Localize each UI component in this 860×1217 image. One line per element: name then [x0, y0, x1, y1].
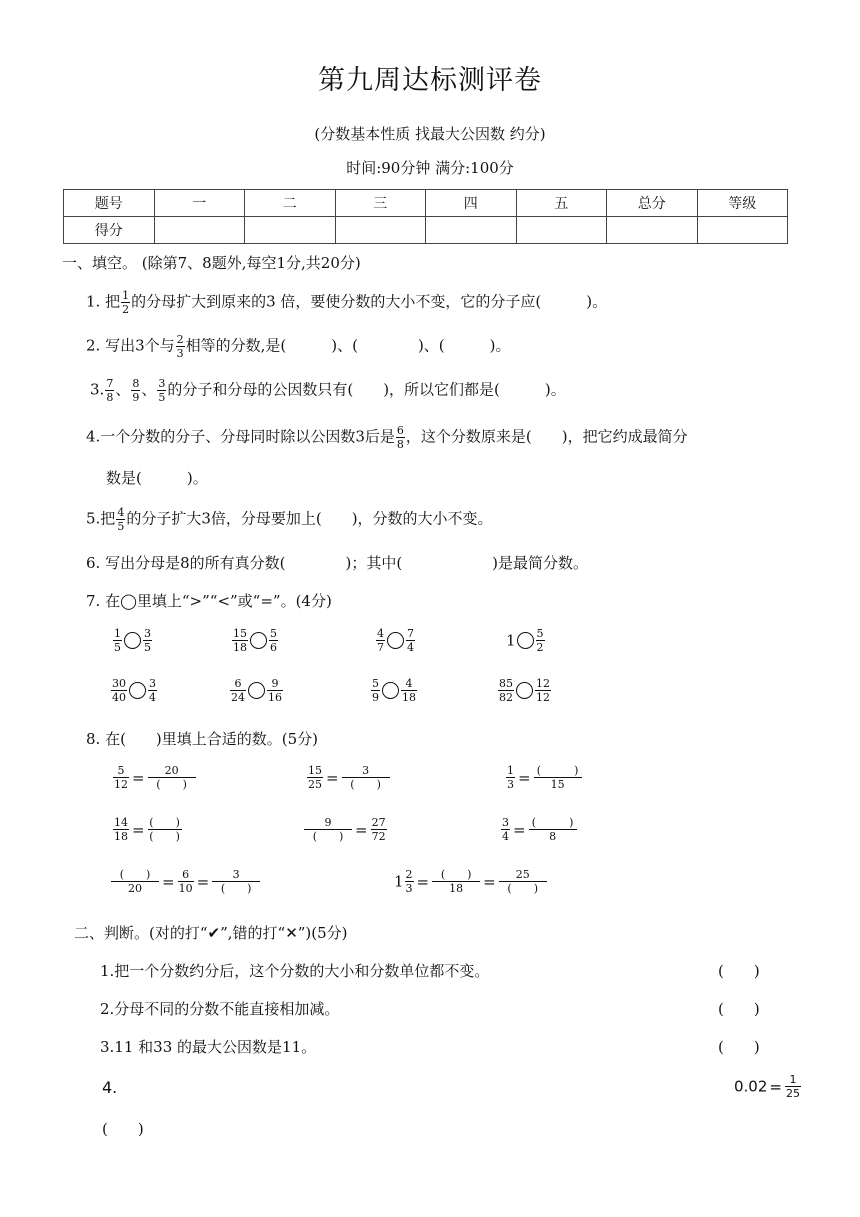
denominator: 6	[270, 641, 277, 654]
numerator: 85	[499, 677, 513, 690]
compare-item	[497, 678, 552, 703]
page-subtitle: (分数基本性质 找最大公因数 约分)	[314, 125, 546, 143]
judge-answer-blank[interactable]: ( )	[718, 962, 760, 980]
q3-sep: 、	[141, 380, 157, 399]
denominator: 15	[534, 777, 582, 790]
q2-post: 相等的分数,是( )、( )、( )。	[185, 336, 511, 355]
equation-item	[306, 765, 391, 790]
denominator: 16	[268, 691, 282, 704]
numerator: 2	[405, 868, 413, 881]
equals-sign: =	[196, 872, 210, 891]
numerator: 6	[234, 677, 242, 690]
denominator: 2	[122, 303, 130, 316]
fraction	[406, 628, 415, 653]
fraction	[178, 869, 194, 894]
q5	[86, 507, 493, 532]
fraction	[529, 817, 577, 842]
fraction	[230, 678, 246, 703]
fraction	[148, 817, 182, 842]
score-input-cell[interactable]	[516, 217, 607, 244]
score-table-cell: 二	[245, 190, 336, 217]
q4-post: ，这个分数原来是( )，把它约成最简分	[405, 427, 688, 446]
fraction	[113, 628, 122, 653]
denominator: 72	[371, 830, 386, 843]
fraction	[536, 628, 545, 653]
q6: 6. 写出分母是8的所有真分数( )；其中( )是最简分数。	[86, 554, 589, 572]
score-table-cell: 总分	[607, 190, 698, 217]
whole-number: 1	[506, 631, 516, 650]
equation-item	[110, 869, 261, 894]
compare-circle[interactable]	[387, 632, 404, 649]
fraction	[785, 1074, 801, 1099]
q4	[86, 425, 688, 450]
fraction	[148, 765, 196, 790]
denominator: 25	[308, 778, 322, 791]
fraction	[376, 628, 385, 653]
numerator: 1	[114, 627, 121, 640]
equals-sign: =	[132, 768, 145, 787]
numerator: 3	[502, 816, 509, 829]
compare-item	[112, 628, 153, 653]
page-title: 第九周达标测评卷	[318, 65, 542, 96]
numerator: 5	[117, 764, 125, 777]
denominator: 18	[114, 830, 128, 843]
fraction	[498, 678, 514, 703]
numerator: 5	[536, 627, 544, 640]
score-table-cell: 三	[335, 190, 426, 217]
equation-item	[394, 869, 548, 894]
q1	[86, 290, 607, 315]
fraction	[113, 817, 129, 842]
fraction	[342, 765, 390, 790]
fraction	[116, 507, 125, 532]
fraction	[307, 765, 323, 790]
compare-item	[229, 678, 284, 703]
denominator: 3	[507, 778, 514, 791]
q1-post: 的分母扩大到原来的3 倍，要使分数的大小不变，它的分子应( )。	[131, 292, 608, 311]
score-table-cell: 得分	[64, 217, 155, 244]
denominator: 9	[372, 691, 379, 704]
denominator-blank[interactable]: ( )	[212, 881, 260, 894]
numerator: 1	[789, 1073, 797, 1086]
q4-line2: 数是( )。	[106, 469, 208, 487]
equation-item	[112, 765, 197, 790]
fraction	[157, 378, 166, 403]
fraction	[405, 869, 414, 894]
numerator-blank[interactable]: ( )	[536, 764, 579, 777]
numerator: 4	[405, 677, 413, 690]
denominator-blank[interactable]: ( )	[499, 881, 547, 894]
numerator-blank[interactable]: ( )	[119, 868, 151, 881]
denominator: 8	[396, 438, 404, 451]
score-input-cell[interactable]	[154, 217, 245, 244]
equals-sign: =	[513, 820, 526, 839]
fraction	[113, 765, 129, 790]
judge-item-text: 1.把一个分数约分后，这个分数的大小和分数单位都不变。	[100, 962, 490, 980]
equals-sign: =	[132, 820, 145, 839]
equation-item	[303, 817, 388, 842]
numerator: 7	[106, 377, 114, 390]
q7-text: 7. 在◯里填上“>”“<”或“=”。(4分)	[86, 592, 332, 610]
numerator: 3	[144, 627, 151, 640]
decimal-value: 0.02	[734, 1077, 768, 1096]
q3-sep: 、	[115, 380, 131, 399]
numerator: 20	[164, 764, 179, 777]
score-input-cell[interactable]	[607, 217, 698, 244]
denominator: 7	[377, 641, 384, 654]
numerator: 7	[407, 627, 414, 640]
numerator: 27	[371, 816, 386, 829]
score-table-score-row	[64, 217, 788, 244]
fraction	[432, 869, 480, 894]
numerator: 15	[233, 627, 247, 640]
fraction	[131, 378, 140, 403]
denominator: 25	[785, 1087, 800, 1100]
numerator: 5	[270, 627, 277, 640]
judge-item-number: 4.	[102, 1078, 118, 1097]
fraction	[535, 678, 551, 703]
equals-sign: =	[355, 820, 368, 839]
compare-circle[interactable]	[517, 632, 534, 649]
fraction	[212, 869, 260, 894]
fraction	[304, 817, 352, 842]
compare-circle[interactable]	[124, 632, 141, 649]
numerator: 2	[176, 333, 184, 346]
equation-item	[500, 817, 578, 842]
denominator-blank[interactable]: ( )	[148, 777, 196, 790]
q8-text: 8. 在( )里填上合适的数。(5分)	[86, 730, 319, 748]
denominator-blank[interactable]: ( )	[342, 777, 390, 790]
equals-sign: =	[326, 768, 339, 787]
equals-sign: =	[518, 768, 531, 787]
score-table-header-row	[64, 190, 788, 217]
fraction	[148, 678, 157, 703]
fraction	[371, 817, 387, 842]
numerator: 4	[377, 627, 384, 640]
denominator: 5	[144, 641, 151, 654]
denominator: 24	[231, 691, 245, 704]
numerator: 25	[515, 868, 530, 881]
equals-sign: =	[162, 872, 175, 891]
q4-pre: 4.一个分数的分子、分母同时除以公因数3后是	[86, 427, 395, 446]
fraction	[111, 678, 127, 703]
denominator: 4	[149, 691, 156, 704]
compare-item	[506, 628, 546, 653]
denominator-blank[interactable]: ( )	[149, 830, 180, 843]
denominator: 9	[132, 391, 140, 404]
numerator: 6	[396, 424, 404, 437]
fraction	[396, 425, 405, 450]
denominator: 8	[106, 391, 114, 404]
score-input-cell[interactable]	[697, 217, 788, 244]
whole-number: 1	[394, 872, 404, 891]
fraction	[121, 290, 130, 315]
q1-pre: 1. 把	[86, 292, 121, 311]
equation-item	[112, 817, 183, 842]
fraction	[506, 765, 515, 790]
numerator: 4	[117, 506, 125, 519]
numerator: 3	[149, 677, 156, 690]
section2-heading: 二、判断。(对的打“✔”,错的打“✕”)(5分)	[74, 924, 348, 942]
denominator: 5	[117, 520, 125, 533]
q3-pre: 3.	[90, 380, 105, 399]
compare-circle[interactable]	[516, 682, 533, 699]
compare-circle[interactable]	[382, 682, 399, 699]
fraction	[501, 817, 510, 842]
fraction	[534, 765, 582, 790]
numerator: 3	[362, 764, 370, 777]
denominator-blank[interactable]: ( )	[304, 829, 352, 842]
denominator: 4	[407, 641, 414, 654]
equals-sign: =	[416, 872, 430, 891]
q3	[90, 378, 566, 403]
fraction	[499, 869, 547, 894]
denominator: 18	[402, 691, 416, 704]
numerator: 30	[112, 677, 126, 690]
numerator: 9	[271, 677, 279, 690]
numerator: 12	[536, 677, 550, 690]
score-table-cell: 题号	[64, 190, 155, 217]
judge-item-text: 3.11 和33 的最大公因数是11。	[100, 1038, 317, 1056]
denominator: 4	[502, 830, 509, 843]
denominator: 12	[536, 691, 550, 704]
fraction	[143, 628, 152, 653]
denominator: 18	[233, 641, 247, 654]
denominator: 10	[178, 882, 193, 895]
numerator: 6	[182, 868, 190, 881]
judge-item-expression	[734, 1074, 802, 1099]
fraction	[269, 628, 278, 653]
compare-circle[interactable]	[250, 632, 267, 649]
denominator: 5	[114, 641, 121, 654]
denominator: 2	[536, 641, 544, 654]
equation-item	[505, 765, 583, 790]
fraction	[176, 334, 185, 359]
score-table-cell: 五	[516, 190, 607, 217]
fraction	[267, 678, 283, 703]
equals-sign: =	[483, 872, 496, 891]
numerator-blank[interactable]: ( )	[440, 868, 472, 881]
denominator: 82	[499, 691, 513, 704]
numerator: 14	[114, 816, 128, 829]
numerator: 15	[308, 764, 322, 777]
denominator: 3	[405, 882, 413, 895]
score-input-cell[interactable]	[245, 217, 336, 244]
q3-post: 的分子和分母的公因数只有( )，所以它们都是( )。	[167, 380, 566, 399]
time-info: 时间:90分钟 满分:100分	[346, 159, 514, 177]
numerator-blank[interactable]: ( )	[149, 816, 180, 829]
denominator: 5	[158, 391, 166, 404]
judge-answer-blank[interactable]: ( )	[718, 1000, 760, 1018]
denominator: 8	[529, 829, 577, 842]
score-table	[63, 189, 788, 244]
numerator: 3	[158, 377, 166, 390]
q5-pre: 5.把	[86, 509, 116, 528]
numerator: 8	[132, 377, 140, 390]
score-table-cell: 四	[426, 190, 517, 217]
compare-circle[interactable]	[248, 682, 265, 699]
denominator: 40	[112, 691, 126, 704]
denominator: 3	[176, 347, 184, 360]
q5-post: 的分子扩大3倍，分母要加上( )，分数的大小不变。	[126, 509, 493, 528]
compare-item	[231, 628, 279, 653]
denominator: 18	[432, 881, 480, 894]
score-table-cell: 一	[154, 190, 245, 217]
numerator: 5	[372, 677, 379, 690]
judge-answer-blank[interactable]: ( )	[718, 1038, 760, 1056]
q2-pre: 2. 写出3个与	[86, 336, 175, 355]
score-table-cell: 等级	[697, 190, 788, 217]
compare-item	[370, 678, 418, 703]
equals-sign: =	[769, 1077, 782, 1096]
fraction	[401, 678, 417, 703]
compare-circle[interactable]	[129, 682, 146, 699]
score-input-cell[interactable]	[426, 217, 517, 244]
q2	[86, 334, 511, 359]
numerator: 1	[122, 289, 130, 302]
judge-answer-blank[interactable]: ( )	[102, 1120, 144, 1138]
denominator: 20	[111, 881, 159, 894]
fraction	[232, 628, 248, 653]
score-input-cell[interactable]	[335, 217, 426, 244]
numerator: 3	[232, 868, 240, 881]
fraction	[105, 378, 114, 403]
fraction	[111, 869, 159, 894]
compare-item	[375, 628, 416, 653]
fraction	[371, 678, 380, 703]
numerator-blank[interactable]: ( )	[531, 816, 574, 829]
section1-heading: 一、填空。 (除第7、8题外,每空1分,共20分)	[62, 254, 361, 272]
numerator: 1	[507, 764, 514, 777]
numerator: 9	[324, 816, 332, 829]
judge-item-text: 2.分母不同的分数不能直接相加减。	[100, 1000, 340, 1018]
denominator: 12	[114, 778, 128, 791]
compare-item	[110, 678, 158, 703]
